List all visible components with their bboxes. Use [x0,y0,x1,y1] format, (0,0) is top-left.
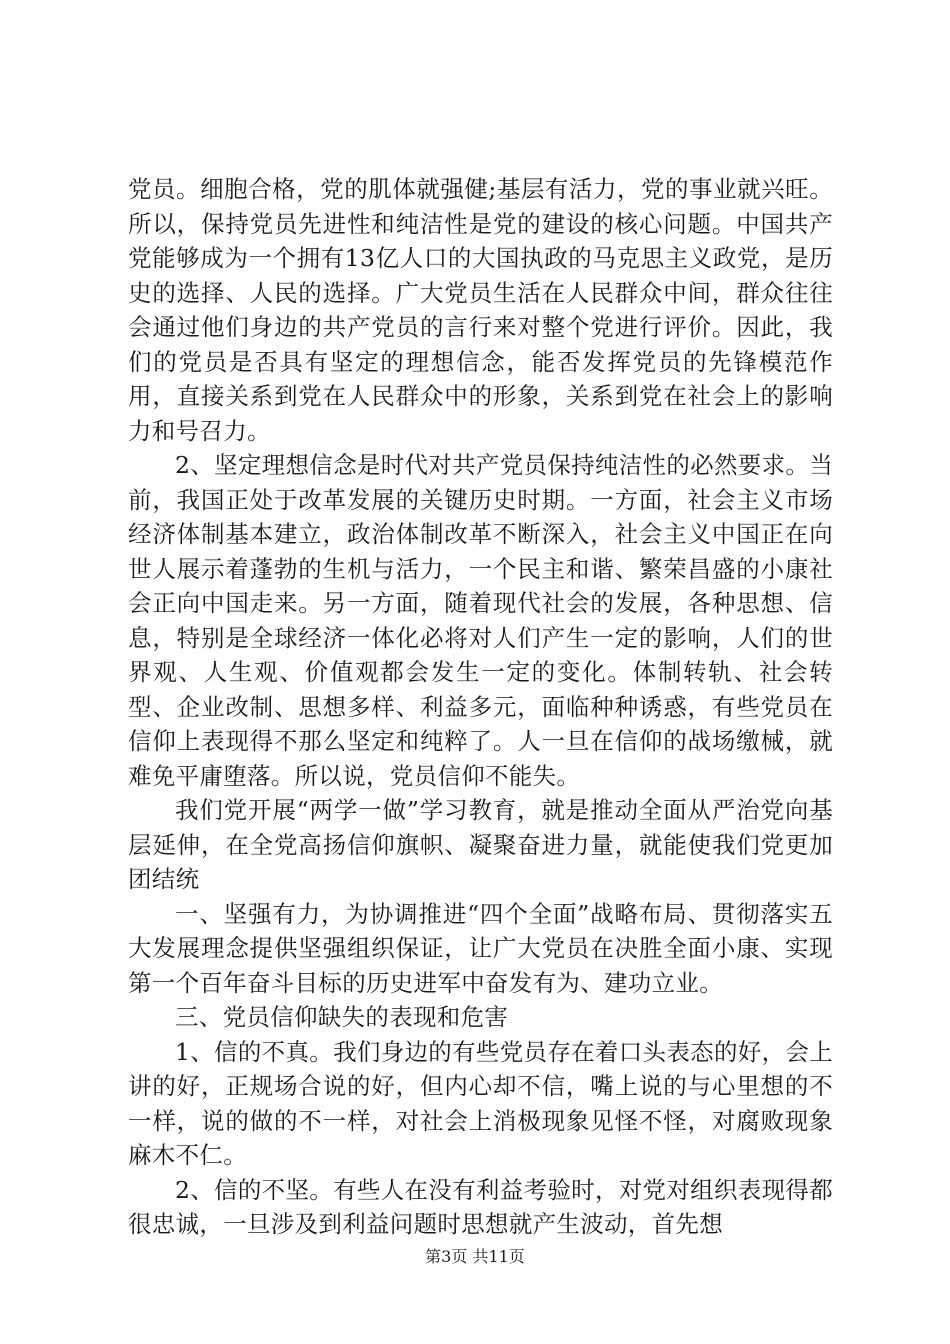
paragraph-1: 党员。细胞合格，党的肌体就强健;基层有活力，党的事业就兴旺。所以，保持党员先进性和纯洁性是党的建设的核心问题。中国共产党能够成为一个拥有13亿人口的大国执政的马克思主义政党，是历史的选择、人民的选择。广大党员生活在人民群众中间，群众往往会通过他们身边的共产党员的言行来对整个党进行评价。因此，我们的党员是否具有坚定的理想信念，能否发挥党员的先锋模范作用，直接关系到党在人民群众中的形象，关系到党在社会上的影响力和号召力。 [128,175,833,445]
paragraph-2: 2、坚定理想信念是时代对共产党员保持纯洁性的必然要求。当前，我国正处于改革发展的关键历史时期。一方面，社会主义市场经济体制基本建立，政治体制改革不断深入，社会主义中国正在向世人展示着蓬勃的生机与活力，一个民主和谐、繁荣昌盛的小康社会正向中国走来。另一方面，随着现代社会的发展，各种思想、信息，特别是全球经济一体化必将对人们产生一定的影响，人们的世界观、人生观、价值观都会发生一定的变化。体制转轨、社会转型、企业改制、思想多样、利益多元，面临种种诱惑，有些党员在信仰上表现得不那么坚定和纯粹了。人一旦在信仰的战场缴械，就难免平庸堕落。所以说，党员信仰不能失。 [128,451,833,790]
paragraph-6: 2、信的不坚。有些人在没有利益考验时，对党对组织表现得都很忠诚，一旦涉及到利益问题时思想就产生波动，首先想 [128,1175,833,1238]
paragraph-3: 我们党开展“两学一做”学习教育，就是推动全面从严治党向基层延伸，在全党高扬信仰旗帜、凝聚奋进力量，就能使我们党更加团结统 [128,796,833,893]
document-body [128,172,833,1242]
paragraph-4: 一、坚强有力，为协调推进“四个全面”战略布局、贯彻落实五大发展理念提供坚强组织保证，让广大党员在决胜全面小康、实现第一个百年奋斗目标的历史进军中奋发有为、建功立业。 [128,899,833,997]
section-heading-3: 三、党员信仰缺失的表现和危害 [175,1003,509,1031]
paragraph-5: 1、信的不真。我们身边的有些党员存在着口头表态的好，会上讲的好，正规场合说的好，但内心却不信，嘴上说的与心里想的不一样，说的做的不一样，对社会上消极现象见怪不怪，对腐败现象麻木不仁。 [128,1037,833,1169]
page-footer: 第3页 共11页 [425,1247,525,1266]
